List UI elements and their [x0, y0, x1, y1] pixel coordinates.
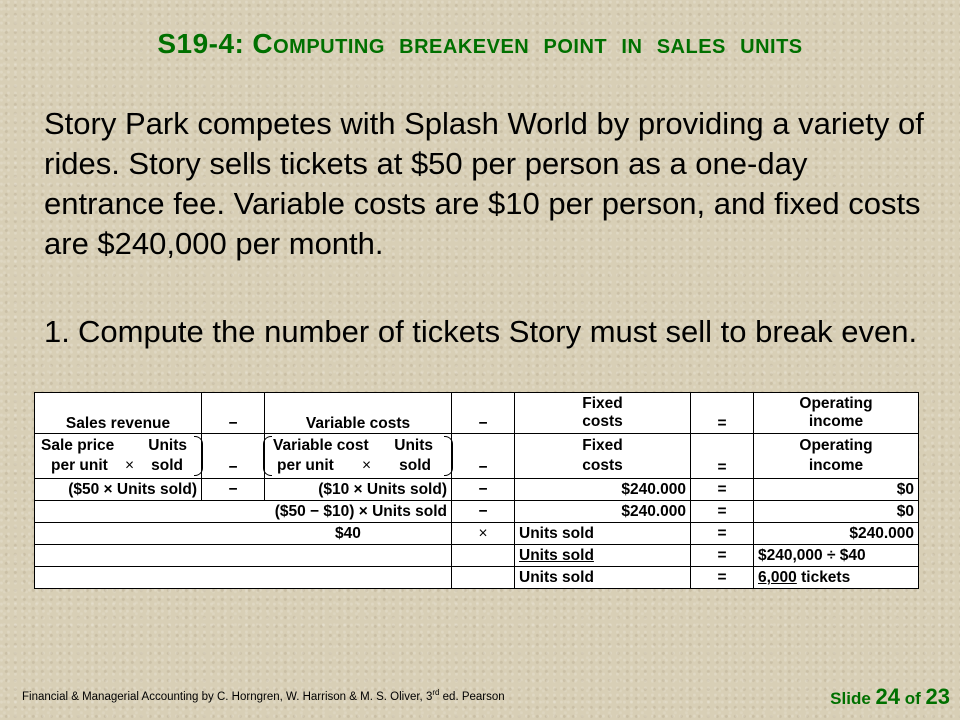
header-minus: − — [452, 434, 515, 479]
question-number: 1. — [44, 314, 70, 349]
operator-cell: × — [452, 523, 515, 545]
header-equals: = — [691, 434, 754, 479]
header-operating-income — [754, 434, 919, 479]
slide-number — [830, 684, 950, 710]
income-cell: $240.000 — [754, 523, 919, 545]
header-operating-line2: income — [808, 413, 864, 430]
header-sold: sold — [151, 457, 183, 474]
equals-cell: = — [691, 523, 754, 545]
operator-cell: − — [452, 501, 515, 523]
combined-cell: ($50 − $10) × Units sold — [35, 501, 452, 523]
equals-cell: = — [691, 545, 754, 567]
contribution-margin: $40 — [335, 525, 361, 542]
fixed-cost-cell: Units sold — [515, 523, 691, 545]
breakeven-units: 6,000 — [758, 569, 797, 586]
footer-citation — [22, 688, 505, 703]
fixed-cost-cell: $240.000 — [515, 479, 691, 501]
header-variable-cost: Variable cost — [273, 437, 369, 454]
income-cell: $0 — [754, 501, 919, 523]
header-operating-line2: income — [808, 457, 864, 474]
revenue-cell: ($50 × Units sold) — [35, 479, 202, 501]
table-row — [35, 567, 919, 589]
header-operating-income — [754, 393, 919, 434]
equals-cell: = — [691, 501, 754, 523]
header-variable-cost-units — [265, 434, 452, 479]
combined-cell — [35, 545, 452, 567]
operator-cell — [452, 545, 515, 567]
slide-total: 23 — [925, 684, 950, 709]
question-item — [44, 312, 924, 352]
breakeven-table — [34, 392, 919, 589]
header-sold: sold — [399, 457, 431, 474]
combined-cell — [35, 567, 452, 589]
header-fixed-line2: costs — [582, 413, 623, 430]
operator-cell: − — [452, 479, 515, 501]
header-units: Units — [394, 437, 433, 454]
header-fixed-costs — [515, 434, 691, 479]
income-cell: $0 — [754, 479, 919, 501]
equals-cell: = — [691, 479, 754, 501]
table-row-header-words — [35, 393, 919, 434]
equals-cell: = — [691, 567, 754, 589]
header-per-unit: per unit — [277, 457, 334, 474]
citation-text-end: ed. Pearson — [439, 690, 505, 703]
fixed-cost-cell: $240.000 — [515, 501, 691, 523]
table-row-header-formula — [35, 434, 919, 479]
header-operating-line1: Operating — [799, 437, 873, 454]
slide-label: Slide — [830, 689, 876, 708]
left-brace — [263, 436, 272, 476]
table-row — [35, 501, 919, 523]
slide-heading: Computing breakeven point in sales units — [252, 28, 803, 59]
slide-code: S19-4: — [157, 28, 245, 59]
header-times: × — [361, 457, 372, 474]
right-brace — [444, 436, 453, 476]
table-row — [35, 523, 919, 545]
operator-cell — [452, 567, 515, 589]
fixed-cost-cell — [515, 545, 691, 567]
header-minus: − — [452, 393, 515, 434]
header-fixed-line1: Fixed — [582, 437, 623, 454]
problem-paragraph: Story Park competes with Splash World by providing a variety of rides. Story sells tickets at $50 per person as a one-day entrance fee. Variable costs are $10 per person, and fixed costs are $240,000 per month. — [44, 106, 924, 261]
header-fixed-costs — [515, 393, 691, 434]
header-fixed-line2: costs — [582, 457, 623, 474]
fixed-cost-cell: Units sold — [515, 567, 691, 589]
units-sold-underlined: Units sold — [519, 547, 594, 564]
header-variable-costs: Variable costs — [265, 393, 452, 434]
operator-cell: − — [202, 479, 265, 501]
header-sale-price-units — [35, 434, 202, 479]
header-units: Units — [148, 437, 187, 454]
slide-current: 24 — [875, 684, 901, 709]
income-cell — [754, 567, 919, 589]
citation-superscript: rd — [432, 688, 440, 697]
income-cell: $240,000 ÷ $40 — [754, 545, 919, 567]
slide-of: of — [900, 689, 926, 708]
question-text: Compute the number of tickets Story must sell to break even. — [78, 314, 918, 349]
header-equals: = — [691, 393, 754, 434]
slide-title — [0, 28, 960, 60]
variable-cost-cell: ($10 × Units sold) — [265, 479, 452, 501]
header-minus: − — [202, 434, 265, 479]
citation-text: Financial & Managerial Accounting by C. Horngren, W. Harrison & M. S. Oliver, 3 — [22, 690, 433, 703]
header-minus: − — [202, 393, 265, 434]
header-sales-revenue: Sales revenue — [35, 393, 202, 434]
breakeven-unit-label: tickets — [796, 569, 851, 586]
table-row — [35, 479, 919, 501]
header-sale-price: Sale price — [41, 437, 115, 454]
header-fixed-line1: Fixed — [582, 395, 623, 412]
table-row — [35, 545, 919, 567]
header-times: × — [124, 457, 135, 474]
combined-cell — [35, 523, 452, 545]
right-brace — [194, 436, 203, 476]
header-per-unit: per unit — [51, 457, 108, 474]
header-operating-line1: Operating — [799, 395, 873, 412]
